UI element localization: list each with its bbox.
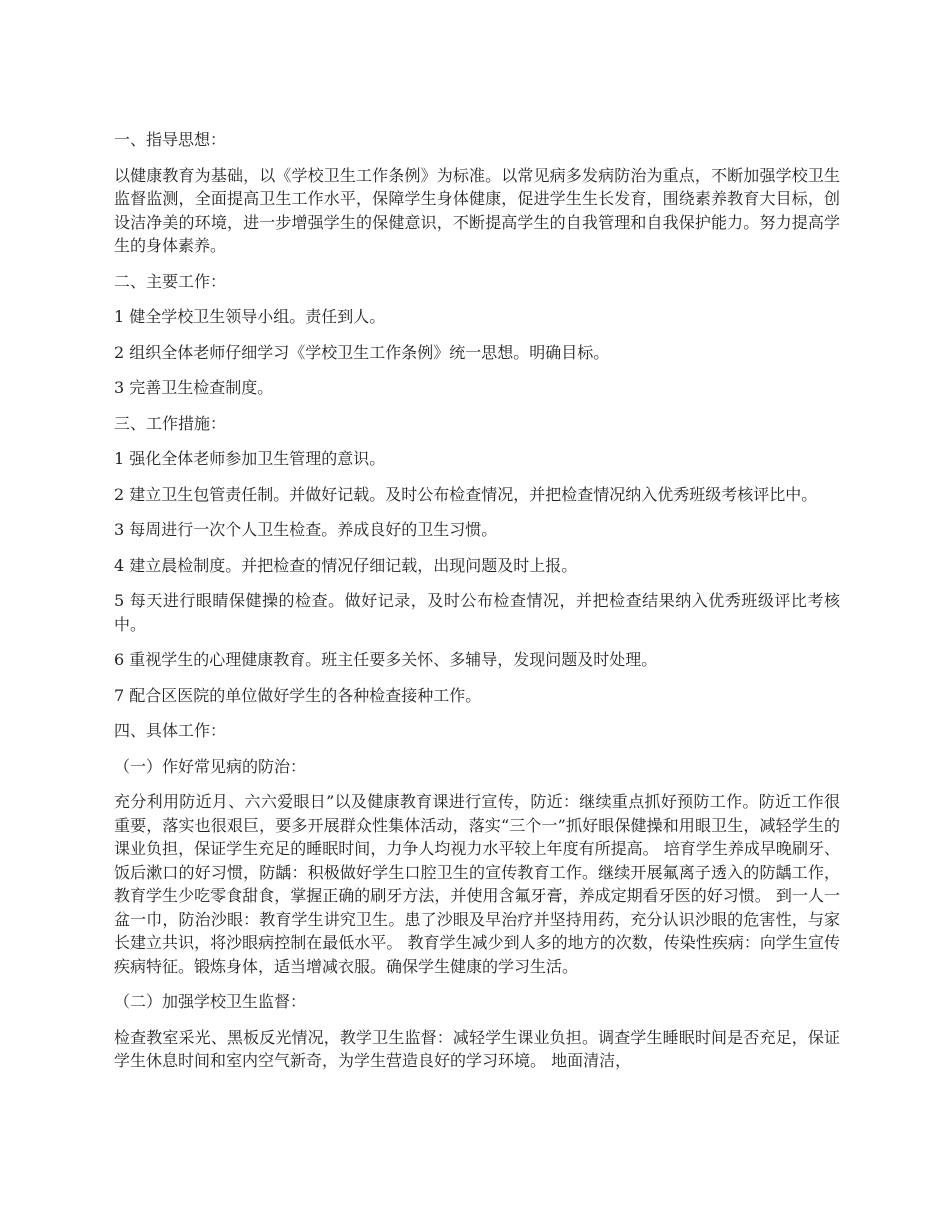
- heading-specific-work: 四、具体工作：: [114, 721, 227, 740]
- heading-work-measures: 三、工作措施：: [114, 413, 227, 433]
- measure-item-2: 2 建立卫生包管责任制。并做好记载。及时公布检查情况，并把检查情况纳入优秀班级考核评比中。: [114, 484, 818, 504]
- measure-item-1: 1 强化全体老师参加卫生管理的意识。: [114, 449, 386, 468]
- measure-item-4: 4 建立晨检制度。并把检查的情况仔细记载，出现问题及时上报。: [114, 555, 578, 575]
- subheading-hygiene-supervision: （二）加强学校卫生监督：: [114, 992, 307, 1011]
- heading-guiding-ideology: 一、指导思想：: [114, 130, 227, 149]
- main-work-item-3: 3 完善卫生检查制度。: [114, 378, 274, 397]
- measure-item-7: 7 配合区医院的单位做好学生的各种检查接种工作。: [114, 685, 482, 705]
- hygiene-supervision-text: 检查教室采光、黑板反光情况，教学卫生监督：减轻学生课业负担。调查学生睡眠时间是否充足，保证学生休息时间和室内空气新奇，为学生营造良好的学习环境。 地面清洁，: [114, 1027, 840, 1070]
- document-page: [114, 128, 840, 1085]
- measure-item-5: 5 每天进行眼睛保健操的检查。做好记录，及时公布检查情况，并把检查结果纳入优秀班级评比考核中。: [114, 591, 840, 634]
- measure-item-6: 6 重视学生的心理健康教育。班主任要多关怀、多辅导，发现问题及时处理。: [114, 650, 658, 669]
- disease-prevention-text: 充分利用防近月、六六爱眼日”以及健康教育课进行宣传，防近：继续重点抓好预防工作。防近工作很重要，落实也很艰巨，要多开展群众性集体活动，落实“三个一”抓好眼保健操和用眼卫生，减轻学生的课业负担，保证学生充足的睡眠时间，力争人均视力水平较上年度有所提高。 培育学生养成早晚刷牙、饭后漱口的好习惯，防龋：积极做好学生口腔卫生的宣传教育工作。继续开展氟离子透入的防龋工作，教育学生少吃零食甜食，掌握正确的刷牙方法，并使用含氟牙膏，养成定期看牙医的好习惯。 到一人一盆一巾，防治沙眼：教育学生讲究卫生。患了沙眼及早治疗并坚持用药，充分认识沙眼的危害性，与家长建立共识，将沙眼病控制在最低水平。 教育学生减少到人多的地方的次数，传染性疾病：向学生宣传疾病特征。锻炼身体，适当增减衣服。确保学生健康的学习生活。: [114, 792, 840, 976]
- heading-main-work: 二、主要工作：: [114, 271, 227, 291]
- main-work-item-1: 1 健全学校卫生领导小组。责任到人。: [114, 307, 386, 326]
- main-work-item-2: 2 组织全体老师仔细学习《学校卫生工作条例》统一思想。明确目标。: [114, 342, 610, 362]
- guiding-ideology-text: 以健康教育为基础，以《学校卫生工作条例》为标准。以常见病多发病防治为重点，不断加强学校卫生监督监测，全面提高卫生工作水平，保障学生身体健康，促进学生生长发育，围绕素养教育大目标，创设洁净美的环境，进一步增强学生的保健意识，不断提高学生的自我管理和自我保护能力。努力提高学生的身体素养。: [114, 165, 840, 255]
- subheading-disease-prevention: （一）作好常见病的防治：: [114, 756, 307, 776]
- measure-item-3: 3 每周进行一次个人卫生检查。养成良好的卫生习惯。: [114, 520, 498, 539]
